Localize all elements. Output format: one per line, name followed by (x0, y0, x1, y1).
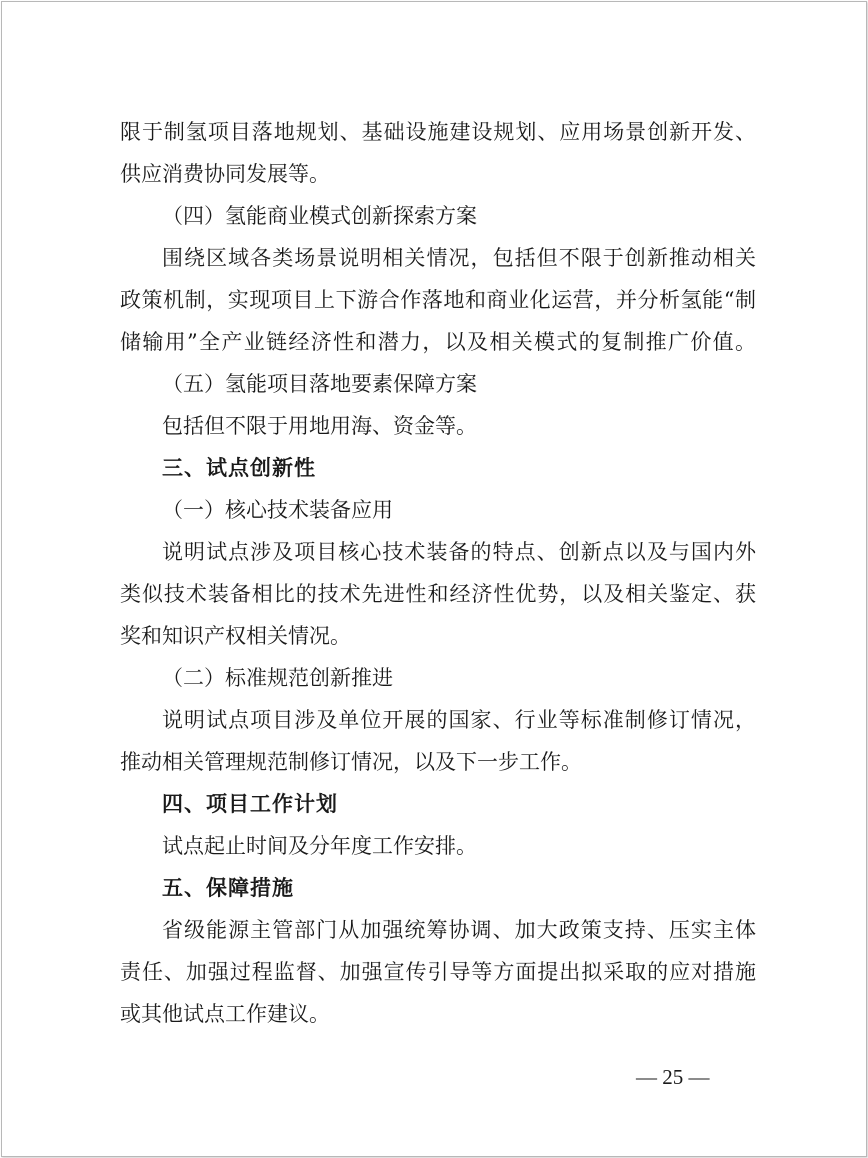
paragraph-line: 试点起止时间及分年度工作安排。 (162, 834, 477, 858)
section-heading: 三、试点创新性 (162, 456, 316, 480)
paragraph-line: 围绕区域各类场景说明相关情况，包括但不限于创新推动相关 (162, 246, 756, 270)
page-number: — 25 — (636, 1065, 710, 1089)
paragraph-line: 奖和知识产权相关情况。 (120, 624, 351, 648)
paragraph-line: 政策机制，实现项目上下游合作落地和商业化运营，并分析氢能“制 (120, 288, 756, 312)
section-heading: 五、保障措施 (162, 876, 294, 900)
paragraph-line: 责任、加强过程监督、加强宣传引导等方面提出拟采取的应对措施 (120, 960, 756, 984)
paragraph-line: 说明试点涉及项目核心技术装备的特点、创新点以及与国内外 (162, 540, 756, 564)
section-heading: 四、项目工作计划 (162, 792, 338, 816)
paragraph-line: 包括但不限于用地用海、资金等。 (162, 414, 477, 438)
paragraph-line: 省级能源主管部门从加强统筹协调、加大政策支持、压实主体 (162, 918, 756, 942)
paragraph-line: 限于制氢项目落地规划、基础设施建设规划、应用场景创新开发、 (120, 120, 756, 144)
paragraph-line: 说明试点项目涉及单位开展的国家、行业等标准制修订情况， (162, 708, 756, 732)
subsection-heading: （一）核心技术装备应用 (162, 498, 393, 522)
paragraph-line: 或其他试点工作建议。 (120, 1002, 330, 1026)
paragraph-line: 类似技术装备相比的技术先进性和经济性优势，以及相关鉴定、获 (120, 582, 756, 606)
paragraph-line: 储输用”全产业链经济性和潜力，以及相关模式的复制推广价值。 (120, 330, 756, 354)
subsection-heading: （五）氢能项目落地要素保障方案 (162, 372, 477, 396)
subsection-heading: （二）标准规范创新推进 (162, 666, 393, 690)
paragraph-line: 供应消费协同发展等。 (120, 162, 330, 186)
paragraph-line: 推动相关管理规范制修订情况，以及下一步工作。 (120, 750, 582, 774)
document-page (1, 1, 867, 1157)
subsection-heading: （四）氢能商业模式创新探索方案 (162, 204, 477, 228)
